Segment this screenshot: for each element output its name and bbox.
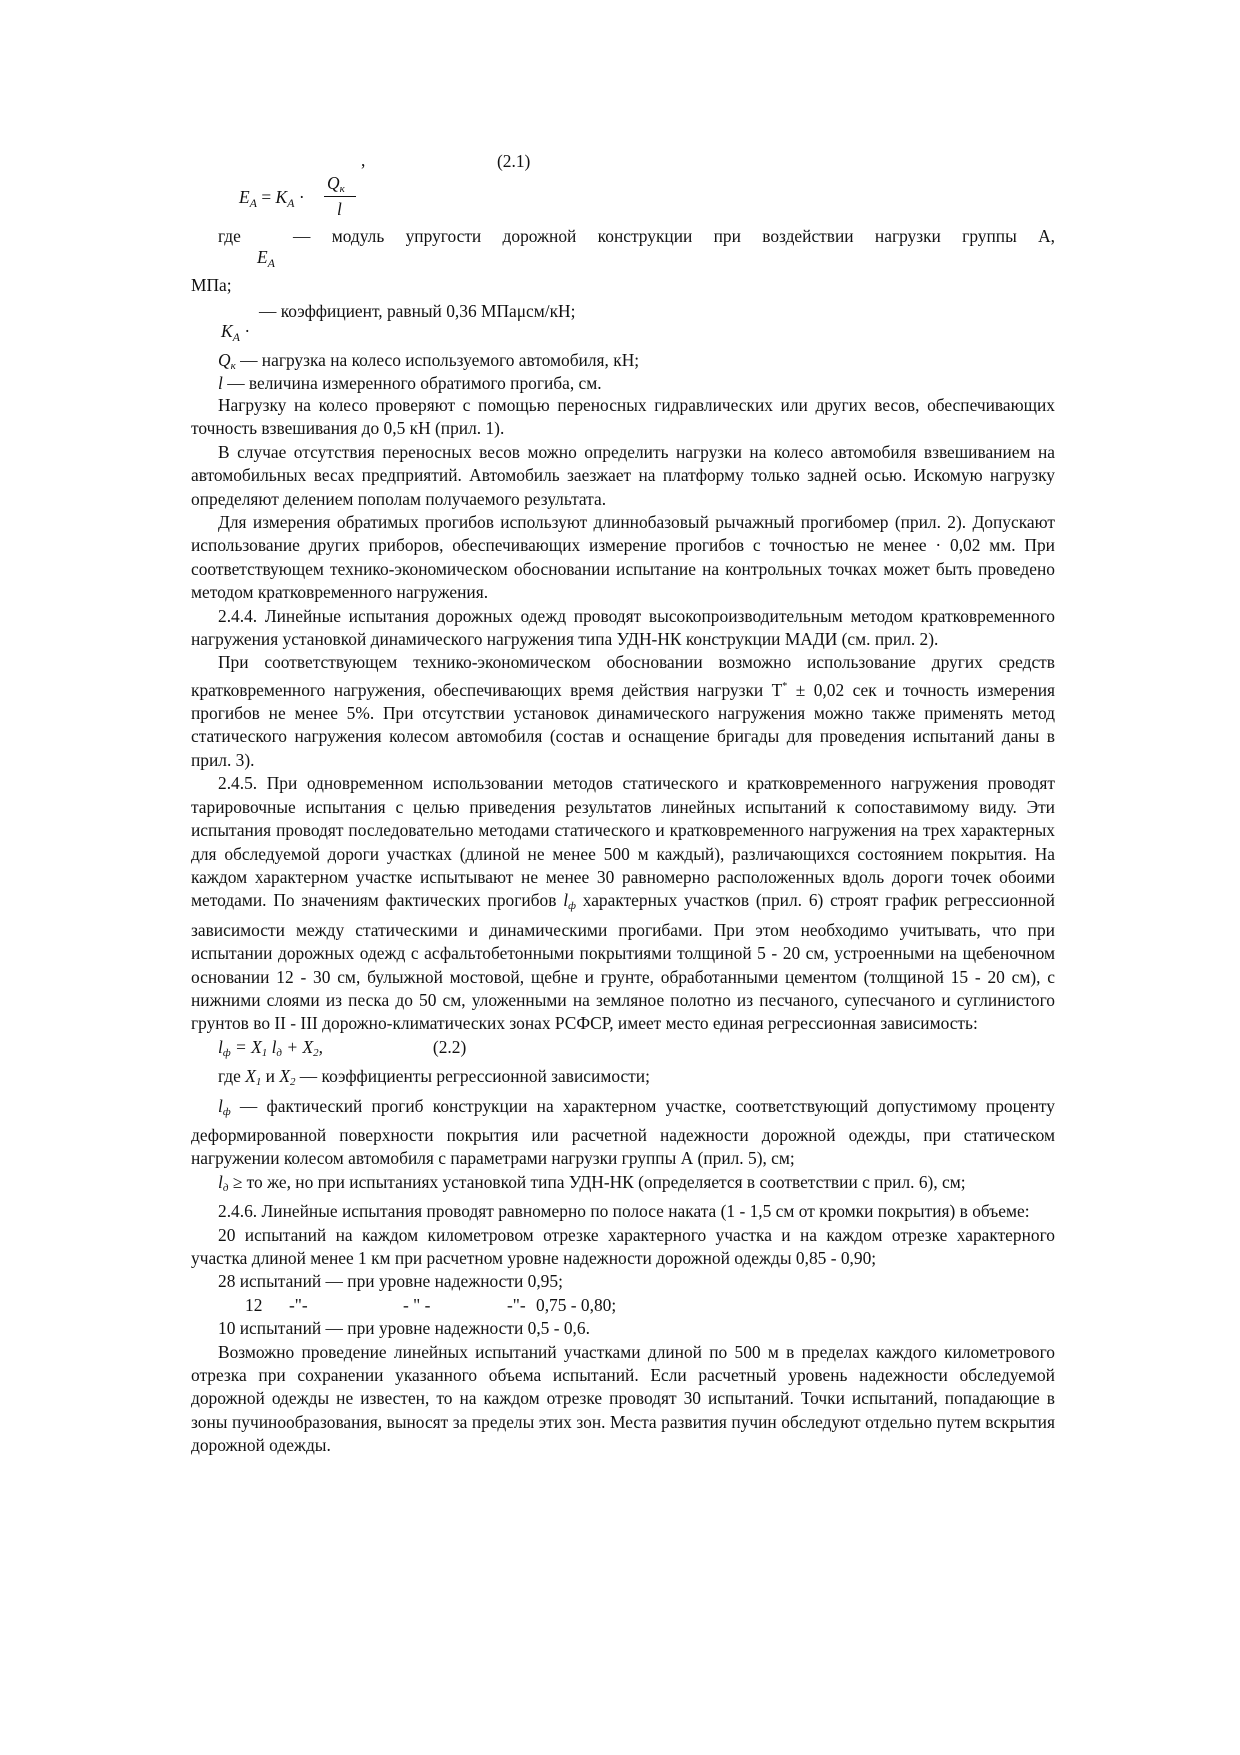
paragraph-deflection-measure: Для измерения обратимых прогибов используют длиннобазовый рычажный прогибомер (прил. 2). Допускают использование других приборов, обеспечивающих измерение прогибов с точностью не менее · 0,02 мм. При соответствующем технико-экономическом обосновании испытание на контрольных точках может быть проведено методом кратковременного нагружения. — [191, 512, 1055, 603]
ea-definition-text: — модуль упругости дорожной конструкции при воздействии нагрузки группы А, — [293, 226, 1055, 246]
x-def-x2: X — [279, 1066, 290, 1087]
paragraph-short-term-loading-footnote-mark: * — [782, 680, 788, 692]
formula-k-subscript: A — [287, 196, 295, 210]
qk-definition-text: — нагрузка на колесо используемого автомобиля, кН; — [235, 350, 640, 370]
x-def-and: и — [261, 1066, 280, 1087]
lf-definition — [191, 1095, 1055, 1171]
formula-number-2-2: (2.2) — [432, 1036, 467, 1057]
formula-2-2-ld-subscript: д — [276, 1046, 282, 1059]
formula-2-2 — [191, 1036, 1055, 1065]
formula-2-2-x2-subscript: 2 — [313, 1046, 319, 1059]
formula-2-2-x2: X — [302, 1036, 314, 1057]
lf-definition-text: — фактический прогиб конструкции на характерном участке, соответствующий допустимому проценту деформированной поверхности покрытия или расчетной надежности дорожной одежды, при статическом нагружении колесом автомобиля с параметрами нагрузки группы А (прил. 5), см; — [191, 1095, 1055, 1169]
formula-comma: , — [361, 150, 366, 170]
ditto-row — [191, 1294, 1055, 1317]
formula-2-2-comma: , — [318, 1036, 323, 1057]
l-definition-text: — величина измеренного обратимого прогиба, см. — [222, 373, 602, 393]
ka-definition-text: — коэффициент, равный 0,36 МПaμсм/кН; — [259, 301, 576, 321]
paragraph-2-4-5 — [191, 772, 1055, 1035]
x-coefficients-definition — [191, 1065, 1055, 1094]
ka-symbol-letter: K — [221, 321, 233, 341]
formula-equals: = — [261, 187, 272, 207]
l-definition — [218, 372, 602, 394]
formula-2-2-l-subscript: ф — [222, 1046, 231, 1059]
formula-e-symbol: E — [239, 187, 250, 207]
x-def-where: где — [218, 1066, 246, 1087]
ea-symbol-letter: E — [257, 247, 268, 267]
formula-lhs — [239, 186, 305, 214]
formula-2-2-l: l — [218, 1036, 223, 1057]
formula-2-2-ld: l — [271, 1036, 277, 1057]
qk-symbol: Q — [218, 350, 231, 370]
paragraph-short-term-loading-part-b: ± 0,02 сек и точность измерения прогибов не менее 5%. При отсутствии установок динамического нагружения можно также применять метод статического нагружения колесом автомобиля (состав и оснащение бригады для проведения испытаний даны в прил. 3). — [191, 679, 1055, 770]
qk-subscript: к — [230, 360, 236, 372]
where-label: где — [218, 226, 241, 246]
paragraph-2-4-4: 2.4.4. Линейные испытания дорожных одежд проводят высокопроизводительным методом кратковременного нагружения установкой динамического нагружения типа УДН-НК конструкции МАДИ (см. прил. 2). — [191, 605, 1055, 650]
formula-2-2-x1-subscript: 1 — [261, 1046, 268, 1059]
ea-symbol — [257, 246, 275, 274]
ka-symbol — [221, 320, 250, 348]
ld-subscript: д — [222, 1181, 229, 1194]
paragraph-2-4-5-part-b: характерных участков (прил. 6) строят график регрессионной зависимости между статическими и динамическими прогибами. При этом необходимо учитывать, что при испытании дорожных одежд с асфальтобетонными покрытиями толщиной 5 - 20 см, устроенными на щебеночном основании 12 - 30 см, булыжной мостовой, щебне и грунте, обработанными цементом (толщиной 15 - 20 см), с нижними слоями из песка до 50 см, уложенными на земляное полотно из песчаного, супесчаного и суглинистого грунтов во II - III дорожно-климатических зонах РСФСР, имеет место единая регрессионная зависимость: — [191, 890, 1055, 1034]
lf-symbol: l — [218, 1095, 223, 1116]
paragraph-2-4-6: 2.4.6. Линейные испытания проводят равномерно по полосе наката (1 - 1,5 см от кромки покрытия) в объеме: — [218, 1201, 1030, 1222]
formula-dot: · — [298, 187, 305, 207]
paragraph-2-4-5-l-subscript: ф — [568, 900, 576, 913]
ea-symbol-subscript: A — [267, 256, 275, 270]
formula-k-symbol: K — [275, 187, 288, 207]
ditto-row-value: 0,75 - 0,80; — [536, 1294, 617, 1315]
formula-e-subscript: A — [249, 196, 257, 210]
paragraph-28-tests: 28 испытаний — при уровне надежности 0,95; — [218, 1271, 563, 1292]
formula-fraction-bar — [324, 196, 356, 197]
formula-q-subscript: к — [339, 183, 345, 195]
ditto-row-mark-1: -"- — [289, 1294, 308, 1315]
paragraph-2-4-5-part-a: 2.4.5. При одновременном использовании методов статического и кратковременного нагружения проводят тарировочные испытания с целью приведения результатов линейных испытаний к сопоставимому виду. Эти испытания проводят последовательно методами статического и кратковременного нагружения на трех характерных для обследуемой дороги участках (длиной не менее 500 м каждый), различающихся состоянием покрытия. На каждом характерном участке испытывают не менее 30 равномерно расположенных вдоль дороги точек обоими методами. По значениям фактических прогибов — [191, 773, 1055, 911]
formula-denominator: l — [337, 199, 342, 219]
ditto-row-mark-2: - " - — [403, 1294, 431, 1315]
ld-symbol: l — [218, 1171, 223, 1192]
x-def-x1-subscript: 1 — [255, 1076, 262, 1089]
x-def-text: — коэффициенты регрессионной зависимости; — [295, 1066, 650, 1087]
ditto-row-mark-3: -"- — [507, 1294, 526, 1315]
paragraph-no-scales: В случае отсутствия переносных весов можно определить нагрузки на колесо автомобиля взвешиванием на автомобильных весах предприятий. Автомобиль заезжает на платформу только задней осью. Искомую нагрузку определяют делением пополам получаемого результата. — [191, 441, 1055, 509]
formula-2-2-x1: X — [251, 1036, 262, 1057]
ka-symbol-dot: · — [244, 321, 251, 341]
ld-definition — [191, 1171, 1055, 1200]
paragraph-10-tests: 10 испытаний — при уровне надежности 0,5 - 0,6. — [218, 1318, 590, 1339]
paragraph-short-term-loading-part-a: При соответствующем технико-экономическом обосновании возможно использование других средств кратковременного нагружения, обеспечивающих время действия нагрузки Т — [191, 652, 1055, 700]
formula-2-2-equals: = — [230, 1036, 252, 1057]
paragraph-2-4-5-l-symbol: l — [563, 890, 569, 911]
x-def-x1: X — [245, 1066, 256, 1087]
paragraph-possible-tests: Возможно проведение линейных испытаний участками длиной по 500 м в пределах каждого километрового отрезка при сохранении указанного объема испытаний. Если расчетный уровень надежности обследуемой дорожной одежды не известен, то на каждом отрезке проводят 30 испытаний. Точки испытаний, попадающие в зоны пучинообразования, выносят за пределы этих зон. Места развития пучин обследуют отдельно путем вскрытия дорожной одежды. — [191, 1341, 1055, 1456]
lf-subscript: ф — [222, 1105, 231, 1118]
ditto-row-count: 12 — [245, 1294, 263, 1315]
paragraph-short-term-loading — [191, 651, 1055, 772]
x-def-x2-subscript: 2 — [289, 1076, 296, 1089]
formula-q-symbol: Q — [327, 173, 340, 193]
ld-definition-text: ≥ то же, но при испытаниях установкой типа УДН-НК (определяется в соответствии с прил. 6), см; — [228, 1171, 966, 1192]
ka-symbol-subscript: A — [232, 330, 240, 344]
body-text — [191, 394, 1055, 1458]
ea-definition-continuation: МПа; — [191, 275, 232, 295]
l-symbol: l — [218, 373, 223, 393]
paragraph-wheel-load: Нагрузку на колесо проверяют с помощью переносных гидравлических или других весов, обеспечивающих точность взвешивания до 0,5 кН (прил. 1). — [191, 395, 1055, 439]
formula-number-2-1: (2.1) — [497, 151, 531, 171]
formula-2-2-plus: + — [282, 1036, 303, 1057]
paragraph-20-tests: 20 испытаний на каждом километровом отрезке характерного участка и на каждом отрезке характерного участка длиной менее 1 км при расчетном уровне надежности дорожной одежды 0,85 - 0,90; — [191, 1224, 1055, 1269]
